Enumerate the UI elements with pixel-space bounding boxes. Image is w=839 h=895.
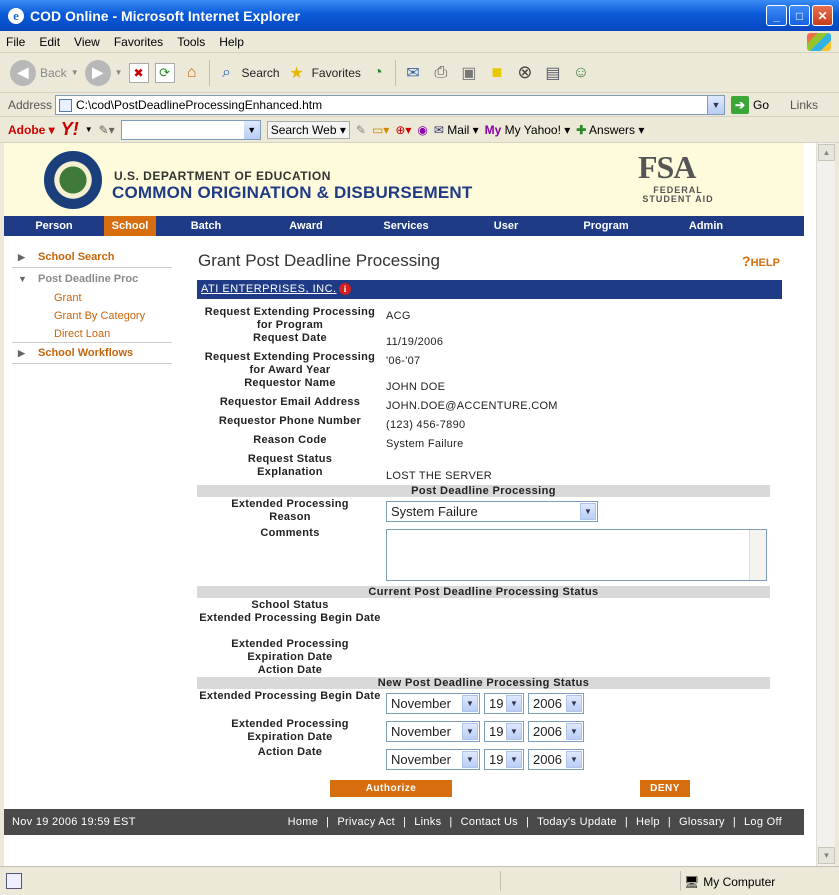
new-action-date-label: Action Date [257,746,323,758]
fsa-logo-text: FSA [638,149,696,185]
yahoo-toolbar [0,117,839,143]
fsa-student-aid: STUDENT AID [642,194,714,204]
windows-logo-icon [807,33,831,51]
back-button[interactable] [10,60,79,86]
zone-indicator [684,875,775,889]
chevron-down-icon: ▼ [506,751,522,768]
target-icon[interactable]: ⊕▾ [395,122,412,137]
sidebar-item-label: School Workflows [38,347,134,359]
chevron-down-icon: ▼ [462,751,478,768]
mail-icon[interactable]: ✉ [406,64,420,82]
current-begin-date-label: Extended Processing Begin Date [199,612,381,624]
action-day-value: 19 [489,752,504,767]
page-status-icon [6,873,22,889]
help-link[interactable] [742,253,780,269]
nav-admin[interactable]: Admin [688,220,724,232]
extended-reason-label: Extended Processing Reason [231,498,349,523]
extended-reason-select[interactable] [386,501,598,522]
cod-header [4,143,804,216]
requestor-name-value: JOHN DOE [386,381,446,393]
star-icon: ★ [289,64,304,82]
action-month-value: November [391,752,451,767]
mail-icon: ✉ [433,122,444,137]
favorites-label: Favorites [311,65,361,80]
authorize-button[interactable]: Authorize [330,780,452,797]
extended-reason-value: System Failure [391,504,478,519]
begin-day-select[interactable] [484,693,524,714]
discuss-icon[interactable]: ■ [491,62,503,82]
expiration-day-select[interactable] [484,721,524,742]
separator [209,60,210,86]
footer-separator: | [403,816,407,828]
sidebar-subitem-grant[interactable]: Grant [54,292,82,304]
footer-link-todays-update[interactable]: Today's Update [537,816,617,828]
footer-link-contact-us[interactable]: Contact Us [460,816,518,828]
current-action-date-label: Action Date [257,664,323,676]
request-date-value: 11/19/2006 [386,336,444,348]
school-status-label: School Status [251,599,329,611]
requestor-email-label: Requestor Email Address [219,396,361,408]
menu-tools[interactable]: Tools [177,34,206,49]
page-viewport [4,143,816,866]
award-year-value: '06-'07 [386,355,421,367]
chevron-down-icon: ▼ [566,751,582,768]
requestor-phone-label: Requestor Phone Number [218,415,362,427]
search-label: Search [241,65,280,80]
search-icon: ⌕ [222,63,232,81]
help-label: HELP [750,257,780,269]
scroll-up-icon[interactable]: ▲ [818,144,835,161]
chevron-down-icon: ▼ [84,125,93,134]
status-bar [0,866,839,895]
my-yahoo-icon: My [484,122,502,137]
award-year-label: Request Extending Processing for Award Year [204,351,376,376]
chevron-down-icon: ▼ [506,723,522,740]
ie-icon: e [8,8,24,24]
footer-separator: | [667,816,672,828]
organization-bar [197,280,782,299]
footer-link-glossary[interactable]: Glossary [679,816,725,828]
go-button[interactable] [731,96,769,114]
separator [395,60,396,86]
requestor-email-value: JOHN.DOE@ACCENTURE.COM [386,400,558,412]
chevron-down-icon: ▼ [506,695,522,712]
expiration-year-value: 2006 [533,724,562,739]
sidebar-item-school-workflows[interactable] [12,343,172,364]
triangle-right-icon: ▶ [18,251,25,262]
page-title: Grant Post Deadline Processing [198,251,440,270]
department-seal-logo [44,151,102,209]
comments-scrollbar[interactable] [749,530,766,580]
sidebar-subitem-grant-by-category[interactable]: Grant By Category [54,310,146,322]
chevron-down-icon: ▼ [462,695,478,712]
pencil-icon[interactable]: ✎▾ [98,122,115,137]
search-button[interactable] [216,62,280,84]
status-divider [680,871,681,891]
expiration-month-value: November [391,724,451,739]
address-url: C:\cod\PostDeadlineProcessingEnhanced.htm [76,98,323,112]
page-icon [59,99,72,112]
nav-school[interactable]: School [104,216,156,236]
triangle-right-icon: ▶ [18,347,25,358]
chevron-down-icon: ▼ [70,68,79,77]
messenger-icon[interactable]: ☺ [572,63,590,81]
sidebar-item-post-deadline[interactable] [12,268,172,289]
mail-button[interactable]: ✉ Mail ▾ [433,122,479,137]
comments-label: Comments [260,527,320,539]
forward-button[interactable] [85,60,123,86]
program-label: Request Extending Processing for Program [204,306,376,331]
comments-textarea[interactable] [386,529,767,581]
back-label: Back [40,65,67,80]
window-title: COD Online - Microsoft Internet Explorer [30,7,300,24]
nav-person[interactable]: Person [35,220,73,232]
chevron-down-icon: ▼ [114,68,123,77]
expiration-year-select[interactable] [528,721,584,742]
new-begin-date-label: Extended Processing Begin Date [199,690,381,702]
nav-batch[interactable]: Batch [190,220,222,232]
chevron-down-icon: ▼ [566,695,582,712]
go-label: Go [753,98,770,112]
close-button[interactable]: ✕ [812,5,833,26]
status-explanation-label: Request Status Explanation [247,453,333,478]
nav-program[interactable]: Program [583,220,629,232]
block-icon[interactable]: ⊗ [517,62,533,82]
footer-separator: | [624,816,629,828]
expiration-day-value: 19 [489,724,504,739]
menu-favorites[interactable]: Favorites [113,34,164,49]
go-arrow-icon: ➔ [731,96,749,114]
fsa-federal: FEDERAL [653,185,703,195]
stop-icon[interactable]: ✖ [129,63,149,83]
page-footer [4,809,804,835]
print-icon[interactable]: ⎙ [434,63,448,81]
title-bar [0,0,839,31]
home-icon[interactable]: ⌂ [186,63,197,81]
sidebar-subitem-direct-loan[interactable]: Direct Loan [12,325,172,343]
begin-day-value: 19 [489,696,504,711]
answers-icon: ✚ [576,122,587,137]
main-nav [4,216,804,236]
footer-separator: | [732,816,737,828]
page-scrollbar[interactable] [816,143,835,866]
zone-label: My Computer [703,875,776,889]
forward-arrow-icon: ▶ [85,60,111,86]
adobe-label: Adobe [8,122,46,137]
footer-link-links[interactable]: Links [414,816,442,828]
new-expiration-date-label: Extended Processing Expiration Date [231,718,349,743]
my-yahoo-button[interactable]: My My Yahoo! ▾ [484,122,571,137]
sidebar-item-school-search[interactable] [12,247,172,268]
expiration-month-select[interactable] [386,721,480,742]
sidebar-item-label: School Search [38,251,115,263]
footer-link-log-off[interactable]: Log Off [744,816,782,828]
address-label: Address [8,97,53,112]
begin-year-value: 2006 [533,696,562,711]
menu-edit[interactable]: Edit [39,34,61,49]
yahoo-logo[interactable]: Y! [60,119,79,139]
nav-award[interactable]: Award [289,220,323,232]
begin-month-value: November [391,696,451,711]
action-year-value: 2006 [533,752,562,767]
status-explanation-value: LOST THE SERVER [386,470,492,482]
department-name: U.S. DEPARTMENT OF EDUCATION [114,169,331,183]
system-name: COMMON ORIGINATION & DISBURSEMENT [112,183,473,202]
footer-link-help[interactable]: Help [636,816,660,828]
action-month-select[interactable] [386,749,480,770]
sidebar [12,247,172,364]
action-year-select[interactable] [528,749,584,770]
reason-code-label: Reason Code [253,434,327,446]
requestor-name-label: Requestor Name [244,377,336,389]
search-web-label: Search Web [270,122,337,137]
menu-help[interactable]: Help [219,34,244,49]
sidebar-item-label: Post Deadline Proc [38,272,139,285]
footer-timestamp: Nov 19 2006 19:59 EST [12,816,136,828]
research-icon[interactable]: ▤ [545,64,561,82]
address-dropdown[interactable]: ▼ [707,96,724,114]
computer-icon: 🖥 [684,875,700,889]
status-divider [500,871,501,891]
my-yahoo-label: My Yahoo! [504,122,561,137]
section-new-status: New Post Deadline Processing Status [197,677,770,689]
request-date-label: Request Date [253,332,327,344]
begin-month-select[interactable] [386,693,480,714]
history-icon[interactable]: ◔ [373,63,383,81]
action-day-select[interactable] [484,749,524,770]
section-current-status: Current Post Deadline Processing Status [197,586,770,598]
program-value: ACG [386,310,411,322]
deny-button[interactable]: DENY [640,780,690,797]
audio-icon[interactable]: ◉ [417,122,428,137]
requestor-phone-value: (123) 456-7890 [386,419,466,431]
section-post-deadline-processing: Post Deadline Processing [197,485,770,497]
yahoo-search-input[interactable] [121,120,261,140]
footer-separator: | [449,816,453,828]
scroll-down-icon[interactable]: ▼ [818,847,835,864]
reason-code-value: System Failure [386,438,464,450]
current-expiration-date-label: Extended Processing Expiration Date [231,638,349,663]
footer-links [288,816,782,828]
answers-label: Answers [589,122,636,137]
chevron-down-icon: ▼ [580,503,596,520]
favorites-button[interactable] [286,62,361,84]
address-bar [0,93,839,117]
question-mark-icon: ? [742,253,751,269]
answers-button[interactable]: ✚ Answers ▾ [576,122,645,137]
search-web-button[interactable]: Search Web ▾ [267,121,350,139]
footer-separator: | [326,816,330,828]
edit-icon[interactable]: ▣ [461,64,477,82]
chevron-down-icon: ▼ [462,723,478,740]
menu-file[interactable]: File [6,34,26,49]
refresh-icon[interactable]: ⟳ [155,63,175,83]
maximize-button[interactable]: □ [789,5,810,26]
minimize-button[interactable]: _ [766,5,787,26]
highlight-icon[interactable]: ✎ [355,122,366,137]
triangle-down-icon: ▼ [18,273,27,284]
browser-toolbar [0,53,839,93]
footer-link-home[interactable]: Home [287,816,319,828]
back-arrow-icon: ◀ [10,60,36,86]
begin-year-select[interactable] [528,693,584,714]
nav-services[interactable]: Services [383,220,429,232]
chevron-down-icon: ▼ [244,121,260,139]
links-button[interactable]: Links [790,98,819,112]
footer-separator: | [526,816,530,828]
address-input[interactable] [55,95,725,115]
menu-view[interactable]: View [74,34,100,49]
adobe-button[interactable]: Adobe ▾ [8,122,55,137]
menu-bar [0,31,839,53]
nav-user[interactable]: User [493,220,519,232]
info-icon[interactable]: i [339,283,351,295]
chevron-down-icon: ▼ [566,723,582,740]
mail-label: Mail [447,122,470,137]
toolbar-menu-icon[interactable]: ▭▾ [371,122,390,137]
organization-link[interactable]: ATI ENTERPRISES, INC. [201,283,337,295]
footer-link-privacy-act[interactable]: Privacy Act [337,816,396,828]
fsa-logo [638,149,718,211]
